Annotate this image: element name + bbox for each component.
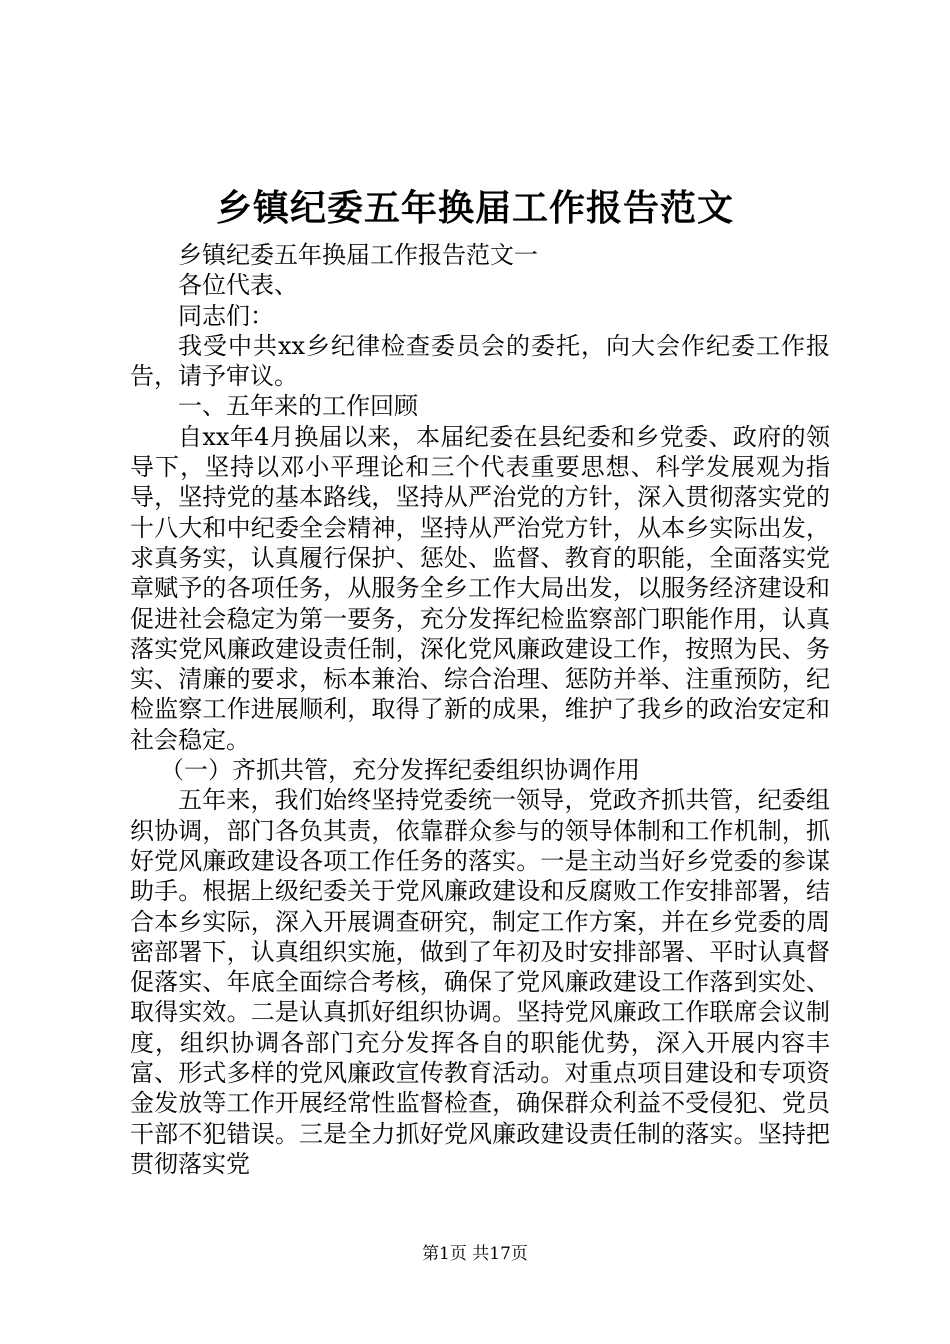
page-footer: 第1页 共17页 <box>422 1244 528 1264</box>
paragraph-coordination: 五年来，我们始终坚持党委统一领导，党政齐抓共管，纪委组织协调，部门各负其责，依靠群众参与的领导体制和工作机制，抓好党风廉政建设各项工作任务的落实。一是主动当好乡党委的参谋助手。根据上级纪委关于党风廉政建设和反腐败工作安排部署，结合本乡实际，深入开展调查研究，制定工作方案，并在乡党委的周密部署下，认真组织实施，做到了年初及时安排部署、平时认真督促落实、年底全面综合考核，确保了党风廉政建设工作落到实处、取得实效。二是认真抓好组织协调。坚持党风廉政工作联席会议制度，组织协调各部门充分发挥各自的职能优势，深入开展内容丰富、形式多样的党风廉政宣传教育活动。对重点项目建设和专项资金发放等工作开展经常性监督检查，确保群众利益不受侵犯、党员干部不犯错误。三是全力抓好党风廉政建设责任制的落实。坚持把贯彻落实党 <box>130 786 830 1178</box>
paragraph-subtitle: 乡镇纪委五年换届工作报告范文一 <box>178 241 538 269</box>
subsection-heading-1: （一）齐抓共管，充分发挥纪委组织协调作用 <box>160 756 640 785</box>
paragraph-salutation-1: 各位代表、 <box>178 271 298 300</box>
page-title: 乡镇纪委五年换届工作报告范文 <box>215 187 734 229</box>
paragraph-salutation-2: 同志们： <box>178 301 274 330</box>
paragraph-intro: 我受中共xx乡纪律检查委员会的委托，向大会作纪委工作报告，请予审议。 <box>130 331 830 391</box>
section-heading-1: 一、五年来的工作回顾 <box>178 392 418 421</box>
document-body <box>130 240 830 1179</box>
paragraph-review: 自xx年4月换届以来，本届纪委在县纪委和乡党委、政府的领导下，坚持以邓小平理论和三个代表重要思想、科学发展观为指导，坚持党的基本路线，坚持从严治党的方针，深入贯彻落实党的十八大和中纪委全会精神，坚持从严治党方针，从本乡实际出发，求真务实，认真履行保护、惩处、监督、教育的职能，全面落实党章赋予的各项任务，从服务全乡工作大局出发，以服务经济建设和促进社会稳定为第一要务，充分发挥纪检监察部门职能作用，认真落实党风廉政建设责任制，深化党风廉政建设工作，按照为民、务实、清廉的要求，标本兼治、综合治理、惩防并举、注重预防，纪检监察工作进展顺利，取得了新的成果，维护了我乡的政治安定和社会稳定。 <box>130 422 830 754</box>
